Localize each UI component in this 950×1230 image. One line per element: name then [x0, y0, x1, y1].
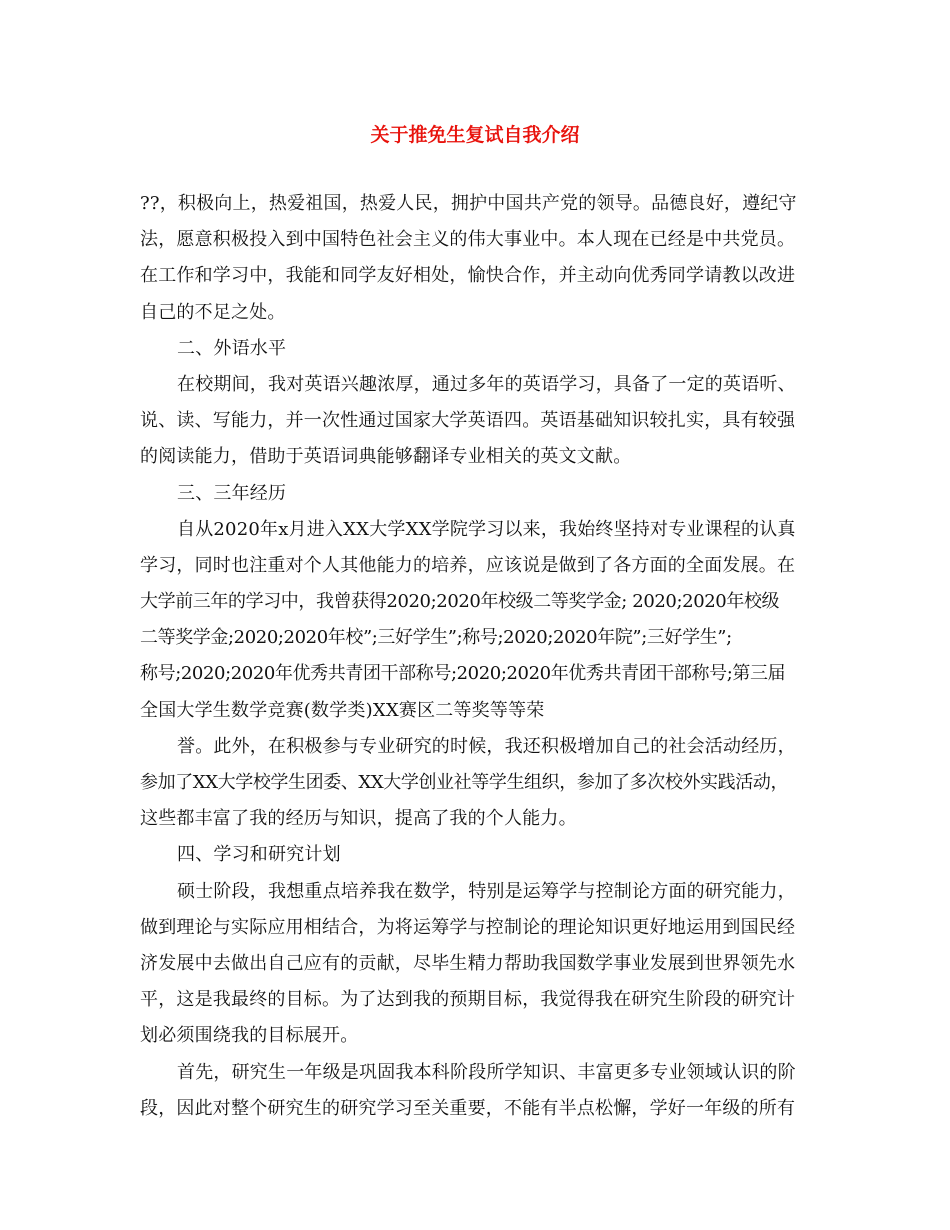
document-body: [140, 186, 820, 1127]
paragraph-line: 平，这是我最终的目标。为了达到我的预期目标，我觉得我在研究生阶段的研究计: [140, 989, 796, 1011]
section-heading-foreign-language: 二、外语水平: [177, 337, 287, 359]
paragraph-line: 学习，同时也注重对个人其他能力的培养，应该说是做到了各方面的全面发展。在: [140, 554, 796, 576]
paragraph-line: 的阅读能力，借助于英语词典能够翻译专业相关的英文文献。: [140, 446, 632, 468]
paragraph-line: 在校期间，我对英语兴趣浓厚，通过多年的英语学习，具备了一定的英语听、: [177, 373, 796, 395]
paragraph-line: 段，因此对整个研究生的研究学习至关重要，不能有半点松懈，学好一年级的所有: [140, 1097, 796, 1119]
paragraph-line: 大学前三年的学习中，我曾获得2020;2020年校级二等奖学金; 2020;2020年校级: [140, 591, 780, 613]
paragraph-line: 说、读、写能力，并一次性通过国家大学英语四。英语基础知识较扎实，具有较强: [140, 410, 796, 432]
paragraph-line: 誉。此外，在积极参与专业研究的时候，我还积极增加自己的社会活动经历，: [177, 735, 796, 757]
paragraph-line: 硕士阶段，我想重点培养我在数学，特别是运筹学与控制论方面的研究能力，: [177, 880, 796, 902]
paragraph-line: 参加了XX大学校学生团委、XX大学创业社等学生组织，参加了多次校外实践活动，: [140, 772, 789, 793]
section-heading-study-plan: 四、学习和研究计划: [177, 844, 341, 866]
paragraph-line: 自己的不足之处。: [140, 301, 286, 323]
paragraph-line: ??，积极向上，热爱祖国，热爱人民，拥护中国共产党的领导。品德良好，遵纪守: [140, 193, 797, 214]
paragraph-line: 自从2020年x月进入XX大学XX学院学习以来，我始终坚持对专业课程的认真: [177, 518, 796, 540]
paragraph-line: 这些都丰富了我的经历与知识，提高了我的个人能力。: [140, 808, 577, 830]
document-title: 关于推免生复试自我介绍: [370, 124, 580, 146]
paragraph-line: 全国大学生数学竞赛(数学类)XX赛区二等奖等等荣: [140, 699, 545, 721]
paragraph-line: 首先，研究生一年级是巩固我本科阶段所学知识、丰富更多专业领域认识的阶: [177, 1061, 796, 1083]
paragraph-line: 划必须围绕我的目标展开。: [140, 1025, 359, 1047]
paragraph-line: 济发展中去做出自己应有的贡献，尽毕生精力帮助我国数学事业发展到世界领先水: [140, 952, 796, 974]
paragraph-line: 法，愿意积极投入到中国特色社会主义的伟大事业中。本人现在已经是中共党员。: [140, 229, 796, 251]
paragraph-line: 做到理论与实际应用相结合，为将运筹学与控制论的理论知识更好地运用到国民经: [140, 916, 796, 938]
section-heading-three-years: 三、三年经历: [177, 482, 287, 504]
paragraph-line: 称号;2020;2020年优秀共青团干部称号;2020;2020年优秀共青团干部称号;第三届: [140, 663, 786, 685]
paragraph-line: 二等奖学金;2020;2020年校”;三好学生”;称号;2020;2020年院”;三好学生”;: [140, 627, 732, 649]
paragraph-line: 在工作和学习中，我能和同学友好相处，愉快合作，并主动向优秀同学请教以改进: [140, 265, 796, 287]
